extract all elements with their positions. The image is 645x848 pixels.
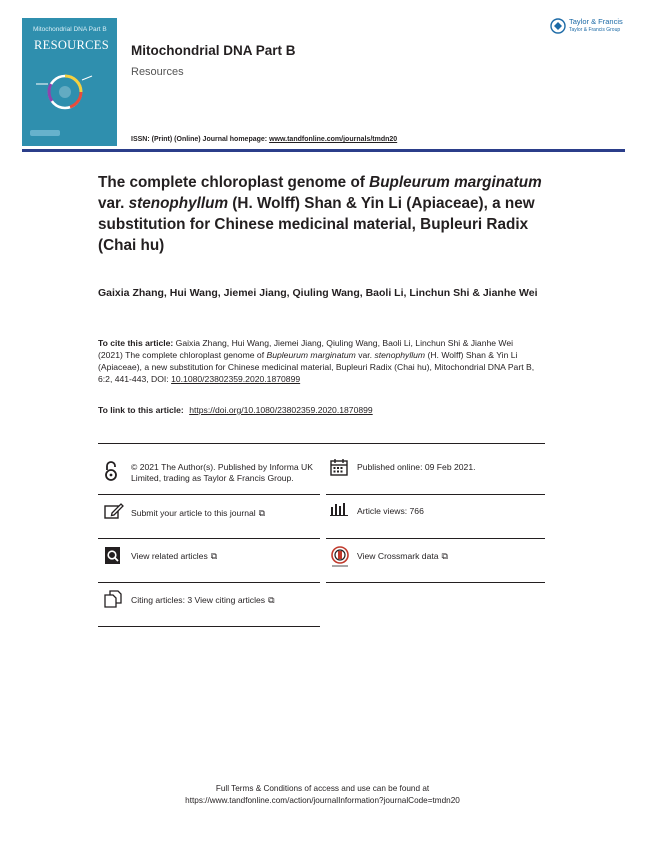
external-link-icon: ⧉ <box>210 551 218 561</box>
info-divider <box>326 494 545 495</box>
journal-subtitle: Resources <box>131 66 184 78</box>
article-title <box>98 172 543 256</box>
publisher-name: Taylor & Francis <box>569 17 623 26</box>
citing-documents-icon <box>104 590 124 608</box>
issn-line <box>131 136 397 143</box>
article-authors: Gaixia Zhang, Hui Wang, Jiemei Jiang, Qiuling Wang, Baoli Li, Linchun Shi & Jianhe Wei <box>98 287 538 299</box>
link-label: To link to this article: <box>98 405 184 415</box>
info-divider <box>98 582 320 583</box>
journal-homepage-link[interactable]: www.tandfonline.com/journals/tmdn20 <box>269 136 398 143</box>
info-divider <box>326 538 545 539</box>
citation-doi-link[interactable]: 10.1080/23802359.2020.1870899 <box>171 374 301 384</box>
title-text-3: (H. Wolff) Shan & Yin Li (Apiaceae), a new substitution for Chinese medicinal material, Bupleuri Radix (Chai hu) <box>98 195 535 254</box>
published-date: Published online: 09 Feb 2021. <box>357 462 476 472</box>
info-divider <box>98 494 320 495</box>
citing-label: Citing articles: 3 View citing articles <box>131 595 266 605</box>
journal-name: Mitochondrial DNA Part B <box>131 43 296 58</box>
citation-text-1: Gaixia Zhang, Hui Wang, Jiemei Jiang, Qiuling Wang, Baoli Li, Linchun Shi & Jianhe Wei (2021) The complete chloroplast genome of <box>98 338 514 360</box>
citing-row-text <box>131 595 275 606</box>
citation-italic-1: Bupleurum marginatum <box>266 350 356 360</box>
crossmark-icon <box>330 546 350 568</box>
external-link-icon: ⧉ <box>441 551 448 561</box>
crossmark-label: View Crossmark data <box>357 551 439 561</box>
article-link-line <box>98 405 538 415</box>
article-doi-link[interactable]: https://doi.org/10.1080/23802359.2020.1870899 <box>189 405 373 415</box>
issn-label: ISSN: (Print) (Online) Journal homepage: <box>131 136 268 143</box>
crossmark-row-text <box>357 551 448 562</box>
journal-cover <box>22 18 117 146</box>
citation-label: To cite this article: <box>98 338 174 348</box>
title-genus: Bupleurum marginatum <box>369 174 542 191</box>
genome-map-icon <box>30 64 100 124</box>
article-views: Article views: 766 <box>357 506 424 516</box>
header-divider <box>22 149 625 152</box>
copyright-text: © 2021 The Author(s). Published by Informa UK Limited, trading as Taylor & Francis Group. <box>131 462 313 483</box>
open-access-icon <box>104 460 118 482</box>
info-divider <box>98 538 320 539</box>
info-top-divider <box>98 443 545 444</box>
external-link-icon: ⧉ <box>258 508 266 518</box>
cover-subtitle: Mitochondrial DNA Part B <box>33 26 107 33</box>
publisher-emblem-icon <box>550 18 566 34</box>
footer <box>0 783 645 807</box>
info-divider <box>326 582 545 583</box>
citation-block <box>98 337 538 385</box>
info-divider <box>98 626 320 627</box>
title-variety: stenophyllum <box>128 195 229 212</box>
publisher-tagline: Taylor & Francis Group <box>569 27 621 33</box>
cover-title: RESOURCES <box>34 38 109 52</box>
bar-chart-icon <box>330 502 350 516</box>
citation-text-2: var. <box>355 350 375 360</box>
related-search-icon <box>104 546 122 566</box>
cover-logo <box>30 130 60 136</box>
related-row-text <box>131 551 217 562</box>
citation-italic-2: stenophyllum <box>374 350 426 360</box>
submit-label: Submit your article to this journal <box>131 508 256 518</box>
title-text-2: var. <box>98 195 129 212</box>
submit-row-text <box>131 508 265 519</box>
calendar-icon <box>330 458 348 476</box>
publisher-logo[interactable] <box>550 16 626 40</box>
related-label: View related articles <box>131 551 208 561</box>
footer-terms-text: Full Terms & Conditions of access and use can be found at <box>215 784 430 793</box>
edit-icon <box>104 502 124 520</box>
citation-text-3: (H. Wolff) Shan & Yin Li (Apiaceae), a new substitution for Chinese medicinal material, Bupleuri Radix (Chai hu), Mitochondrial DNA Part B, 6:2, 441-443, DOI: <box>98 350 535 384</box>
external-link-icon: ⧉ <box>268 595 275 605</box>
title-text-1: The complete chloroplast genome of <box>98 174 370 191</box>
footer-terms-link[interactable]: https://www.tandfonline.com/action/journalInformation?journalCode=tmdn20 <box>185 796 460 805</box>
